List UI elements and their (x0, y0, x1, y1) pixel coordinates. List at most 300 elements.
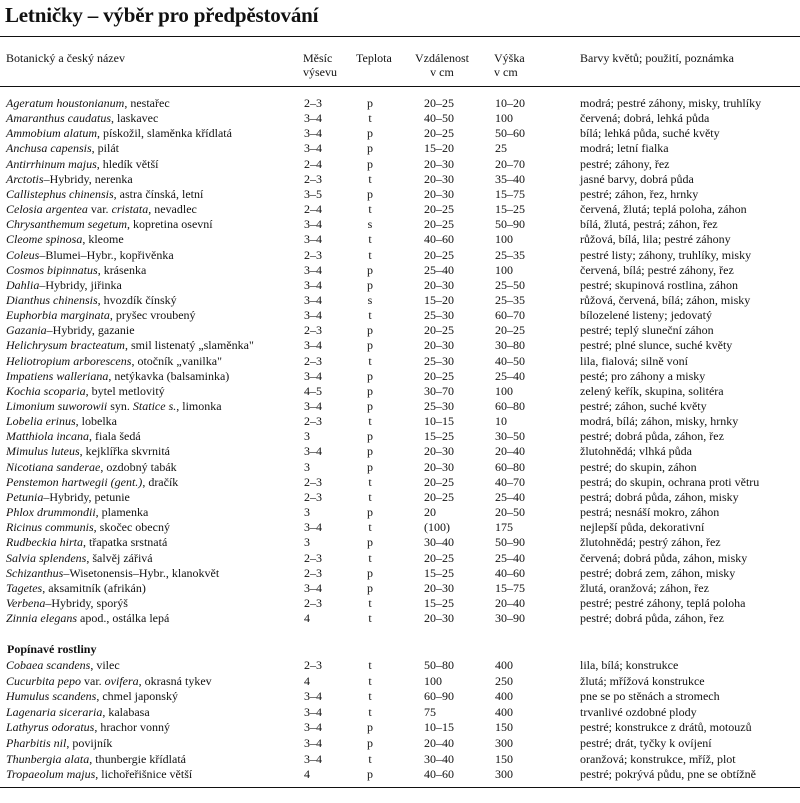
height: 300 (495, 736, 513, 750)
plant-name (6, 323, 135, 337)
notes: modrá; letní fialka (580, 141, 669, 156)
name-text: , skočec obecný (93, 520, 170, 535)
distance: 20–25 (424, 202, 454, 217)
height: 60–70 (495, 308, 525, 323)
distance: 15–25 (424, 595, 454, 610)
temperature: p (367, 338, 373, 353)
name-text: , plamenka (95, 505, 149, 520)
sowing-month: 2–4 (304, 156, 322, 171)
height: 25–35 (495, 292, 525, 307)
botanical-name: Lobelia erinus (6, 414, 76, 429)
distance: 15–25 (424, 565, 454, 580)
botanical-name: Pharbitis nil (6, 736, 67, 750)
botanical-name: Matthiola incana (6, 429, 89, 444)
notes: pestrá; nesnáší mokro, záhon (580, 505, 720, 520)
distance: 20–30 (424, 171, 454, 186)
height: 25–35 (495, 247, 525, 262)
height: 25–40 (495, 368, 525, 383)
height: 20–40 (495, 595, 525, 610)
temperature: p (367, 186, 373, 201)
temperature: t (368, 232, 372, 247)
name-text: , dračík (142, 474, 179, 489)
name-text: , pilát (91, 141, 119, 156)
sowing-month: 2–3 (304, 323, 322, 338)
height: 20–25 (495, 323, 525, 338)
botanical-name: Chrysanthemum segetum (6, 217, 127, 232)
plant-name (6, 187, 203, 201)
name-text: –Hybridy, sporýš (45, 595, 128, 610)
temperature: p (367, 736, 373, 750)
notes: oranžová; konstrukce, mříž, plot (580, 751, 736, 766)
notes: růžová, červená, bílá; záhon, misky (580, 292, 751, 307)
temperature: t (368, 247, 372, 262)
plant-name (6, 736, 112, 750)
temperature: t (368, 489, 372, 504)
notes: růžová, bílá, lila; pestré záhony (580, 232, 731, 247)
height: 15–75 (495, 580, 525, 595)
sowing-month: 3–5 (304, 186, 322, 201)
notes: pestré; konstrukce z drátů, motouzů (580, 720, 752, 735)
sowing-month: 3 (304, 459, 310, 474)
temperature: p (367, 565, 373, 580)
temperature: t (368, 353, 372, 368)
temperature: p (367, 505, 373, 520)
notes: jasné barvy, dobrá půda (580, 171, 694, 186)
plant-name (6, 293, 177, 307)
notes: pestré; záhon, suché květy (580, 399, 707, 413)
botanical-name: Rudbeckia hirta (6, 535, 83, 550)
header-temperature: Teplota (356, 51, 392, 65)
header-notes: Barvy květů; použití, poznámka (580, 51, 734, 65)
name-text: , ozdobný tabák (100, 459, 177, 474)
name-text: , nestařec (124, 96, 170, 110)
distance: 20–30 (424, 580, 454, 595)
notes: modrá; pestré záhony, misky, truhlíky (580, 96, 762, 110)
distance: 40–60 (424, 232, 454, 247)
sowing-month: 2–3 (304, 247, 322, 262)
distance: 20–30 (424, 156, 454, 171)
temperature: t (368, 658, 372, 672)
height: 60–80 (495, 399, 525, 413)
height: 400 (495, 704, 513, 719)
temperature: t (368, 673, 372, 688)
notes: nejlepší půda, dekorativní (580, 520, 705, 535)
distance: 20–30 (424, 611, 454, 626)
botanical-name: Celosia argentea (6, 202, 88, 217)
notes: trvanlivé ozdobné plody (580, 704, 697, 719)
height: 25–40 (495, 550, 525, 565)
plant-name (6, 141, 119, 155)
plant-name (6, 232, 124, 246)
temperature: t (368, 474, 372, 489)
name-text: –Hybridy, petunie (43, 489, 130, 504)
temperature: p (367, 383, 373, 398)
botanical-name: Antirrhinum majus (6, 156, 97, 171)
distance: 20–25 (424, 126, 454, 141)
height: 250 (495, 673, 513, 688)
botanical-name: Humulus scandens (6, 689, 97, 704)
sowing-month: 3–4 (304, 751, 322, 766)
sowing-month: 3–4 (304, 704, 322, 719)
temperature: t (368, 550, 372, 565)
sowing-month: 3 (304, 505, 310, 520)
plant-name (6, 384, 165, 398)
page-title: Letničky – výběr pro předpěstování (5, 3, 319, 27)
notes: pesté; pro záhony a misky (580, 368, 706, 383)
sowing-month: 2–3 (304, 96, 322, 110)
sowing-month: 2–3 (304, 353, 322, 368)
botanical-name: Lagenaria siceraria (6, 704, 103, 719)
name-text: –Hybridy, nerenka (43, 171, 133, 186)
height: 25–40 (495, 489, 525, 504)
temperature: p (367, 429, 373, 444)
plant-name (6, 354, 222, 368)
distance: 50–80 (424, 658, 454, 672)
plant-name (6, 581, 146, 595)
distance: 20–25 (424, 323, 454, 338)
plant-name (6, 505, 148, 519)
temperature: p (367, 126, 373, 141)
name-text: , třapatka srstnatá (82, 535, 168, 550)
name-text: , krásenka (97, 262, 147, 277)
name-text: syn. (107, 399, 133, 413)
plant-name (6, 369, 229, 383)
botanical-name: Tagetes (6, 580, 43, 595)
distance: 30–70 (424, 383, 454, 398)
sowing-month: 3–4 (304, 520, 322, 535)
height: 20–40 (495, 444, 525, 459)
name-text: –Hybridy, gazanie (46, 323, 135, 338)
height: 30–50 (495, 429, 525, 444)
notes: bílá, žlutá, pestrá; záhon, řez (580, 217, 718, 232)
plant-name (6, 551, 153, 565)
header-height: Výška v cm (494, 51, 525, 79)
notes: žlutohnědá; vlhká půda (580, 444, 692, 459)
temperature: s (367, 292, 373, 307)
botanical-name: Callistephus chinensis (6, 186, 114, 201)
plant-name (6, 157, 158, 171)
botanical-name: Heliotropium arborescens (6, 353, 132, 368)
height: 300 (495, 767, 513, 782)
distance: 20–40 (424, 736, 454, 750)
name-text: , pryšec vroubený (109, 308, 196, 323)
temperature: t (368, 308, 372, 323)
sowing-month: 2–3 (304, 414, 322, 429)
temperature: p (367, 156, 373, 171)
temperature: p (367, 720, 373, 735)
botanical-name: Anchusa capensis (6, 141, 92, 156)
sowing-month: 3–4 (304, 126, 322, 141)
plant-name (6, 596, 128, 610)
notes: červená, bílá; pestré záhony, řez (580, 262, 734, 277)
name-text: –Blumei–Hybr., kopřivěnka (39, 247, 174, 262)
plant-name (6, 172, 133, 186)
distance: (100) (424, 520, 450, 535)
notes: pestré; drát, tyčky k ovíjení (580, 736, 712, 750)
height: 20–50 (495, 505, 525, 520)
plant-name (6, 490, 130, 504)
notes: pestré; dobrá půda, záhon, řez (580, 611, 724, 626)
height: 50–90 (495, 535, 525, 550)
distance: 10–15 (424, 414, 454, 429)
plant-name (6, 460, 177, 474)
height: 100 (495, 262, 513, 277)
distance: 100 (424, 673, 442, 688)
temperature: t (368, 202, 372, 217)
botanical-name: Dahlia (6, 277, 40, 292)
plant-name (6, 566, 219, 580)
height: 175 (495, 520, 513, 535)
name-text: , fiala šedá (89, 429, 141, 444)
name-text: var. (87, 202, 112, 217)
notes: pestré; záhony, řez (580, 156, 670, 171)
sowing-month: 3–4 (304, 292, 322, 307)
name-text: , aksamitník (afrikán) (42, 580, 146, 595)
notes: pestré; záhon, řez, hrnky (580, 186, 699, 201)
distance: 15–20 (424, 292, 454, 307)
name-text: , kejklířka skvrnitá (79, 444, 170, 459)
name-text: , pískožil, slaměnka křídlatá (97, 126, 232, 141)
distance: 20–30 (424, 444, 454, 459)
name-text: , bytel metlovitý (85, 383, 165, 398)
notes: žlutá, oranžová; záhon, řez (580, 580, 709, 595)
temperature: p (367, 459, 373, 474)
name-text: , hledík větší (96, 156, 159, 171)
botanical-name: Euphorbia marginata (6, 308, 110, 323)
plant-name (6, 444, 170, 458)
section-title-climbers: Popínavé rostliny (7, 642, 97, 656)
sowing-month: 2–4 (304, 202, 322, 217)
notes: bílá; lehká půda, suché květy (580, 126, 720, 141)
height: 150 (495, 720, 513, 735)
name-text: , limonka (176, 399, 222, 413)
sowing-month: 3–4 (304, 111, 322, 126)
distance: 20–30 (424, 186, 454, 201)
plant-name (6, 96, 170, 110)
plant-name (6, 263, 146, 277)
notes: pestré; pokrývá půdu, pne se obtížně (580, 767, 756, 782)
name-text: , thunbergie křídlatá (89, 751, 186, 766)
name-text: , lichořeřišnice větší (95, 767, 193, 782)
temperature: t (368, 520, 372, 535)
height: 50–90 (495, 217, 525, 232)
name-text: , smil listenatý „slaměnka" (124, 338, 254, 353)
notes: lila, bílá; konstrukce (580, 658, 679, 672)
plant-name (6, 111, 158, 125)
notes: pestré; skupinová rostlina, záhon (580, 277, 738, 292)
botanical-name: Impatiens walleriana (6, 368, 109, 383)
name-text: , hvozdík čínský (97, 292, 177, 307)
temperature: p (367, 96, 373, 110)
botanical-name: Cobaea scandens (6, 658, 91, 672)
name-text: , lobelka (75, 414, 117, 429)
notes: pestré; dobrá zem, záhon, misky (580, 565, 736, 580)
plant-name (6, 308, 196, 322)
height: 25–50 (495, 277, 525, 292)
temperature: p (367, 262, 373, 277)
notes: pestrá; do skupin, ochrana proti větru (580, 474, 760, 489)
sowing-month: 3 (304, 429, 310, 444)
distance: 25–40 (424, 262, 454, 277)
botanical-name: Cleome spinosa (6, 232, 83, 247)
sowing-month: 3–4 (304, 720, 322, 735)
name-text: , nevadlec (148, 202, 197, 217)
plant-name (6, 705, 150, 719)
name-text: , chmel japonský (96, 689, 178, 704)
notes: pestré; plné slunce, suché květy (580, 338, 733, 353)
distance: 20–25 (424, 550, 454, 565)
botanical-name: Limonium suworowii (6, 399, 108, 413)
botanical-name: Salvia splendens (6, 550, 87, 565)
botanical-name: Helichrysum bracteatum (6, 338, 125, 353)
height: 30–80 (495, 338, 525, 353)
botanical-name: Statice s. (132, 399, 177, 413)
botanical-name: Schizanthus (6, 565, 64, 580)
temperature: t (368, 704, 372, 719)
sowing-month: 3–4 (304, 141, 322, 156)
temperature: t (368, 595, 372, 610)
distance: 20–25 (424, 489, 454, 504)
distance: 20–30 (424, 459, 454, 474)
plant-name (6, 658, 120, 672)
temperature: s (367, 217, 373, 232)
sowing-month: 3–4 (304, 368, 322, 383)
height: 15–75 (495, 186, 525, 201)
header-top-rule (0, 36, 800, 37)
notes: pestré; teplý sluneční záhon (580, 323, 714, 338)
name-text: , netýkavka (balsaminka) (108, 368, 230, 383)
distance: 20 (424, 505, 436, 520)
height: 20–70 (495, 156, 525, 171)
plant-name (6, 414, 117, 428)
sowing-month: 4 (304, 767, 310, 782)
sowing-month: 2–3 (304, 171, 322, 186)
notes: bílozelené listeny; jedovatý (580, 308, 712, 323)
name-text: , šalvěj zářivá (86, 550, 153, 565)
plant-name (6, 674, 212, 688)
temperature: p (367, 535, 373, 550)
header-name: Botanický a český název (6, 51, 125, 65)
plant-name (6, 248, 174, 262)
notes: pestré; pestré záhony, teplá poloha (580, 595, 746, 610)
notes: pestré; dobrá půda, záhon, řez (580, 429, 724, 444)
botanical-name: Petunia (6, 489, 44, 504)
distance: 40–60 (424, 767, 454, 782)
botanical-name: Amaranthus caudatus (6, 111, 111, 126)
plant-name (6, 202, 197, 216)
header-bottom-rule (0, 86, 800, 87)
name-text: , povijník (66, 736, 113, 750)
plant-name (6, 752, 186, 766)
distance: 25–30 (424, 308, 454, 323)
notes: pne se po stěnách a stromech (580, 689, 720, 704)
name-text: , astra čínská, letní (113, 186, 204, 201)
temperature: p (367, 767, 373, 782)
height: 25 (495, 141, 507, 156)
sowing-month: 3–4 (304, 736, 322, 750)
plant-name (6, 399, 222, 413)
temperature: t (368, 611, 372, 626)
sowing-month: 2–3 (304, 550, 322, 565)
notes: zelený keřík, skupina, solitéra (580, 383, 724, 398)
name-text: , vilec (90, 658, 120, 672)
plant-name (6, 720, 170, 734)
sowing-month: 3–4 (304, 277, 322, 292)
name-text: apod., ostálka lepá (77, 611, 170, 626)
notes: červená, žlutá; teplá poloha, záhon (580, 202, 747, 217)
name-text: , kleome (82, 232, 124, 247)
name-text: –Wisetonensis–Hybr., klanokvět (63, 565, 220, 580)
table-bottom-rule (0, 787, 800, 788)
botanical-name: cristata (111, 202, 149, 217)
botanical-name: Dianthus chinensis (6, 292, 98, 307)
distance: 15–20 (424, 141, 454, 156)
sowing-month: 3–4 (304, 444, 322, 459)
botanical-name: Ammobium alatum (6, 126, 97, 141)
sowing-month: 2–3 (304, 658, 322, 672)
notes: červená; dobrá, lehká půda (580, 111, 710, 126)
botanical-name: Mimulus luteus (6, 444, 80, 459)
plant-name (6, 767, 192, 781)
plant-name (6, 520, 170, 534)
sowing-month: 2–3 (304, 565, 322, 580)
temperature: t (368, 751, 372, 766)
sowing-month: 4 (304, 673, 310, 688)
temperature: t (368, 111, 372, 126)
notes: pestrá; dobrá půda, záhon, misky (580, 489, 739, 504)
plant-name (6, 475, 178, 489)
botanical-name: Lathyrus odoratus (6, 720, 95, 735)
temperature: p (367, 141, 373, 156)
name-text: –Hybridy, jiřinka (39, 277, 122, 292)
botanical-name: Arctotis (6, 171, 44, 186)
header-distance: Vzdálenost v cm (415, 51, 469, 79)
distance: 20–25 (424, 474, 454, 489)
name-text: , kopretina osevní (126, 217, 213, 232)
height: 50–60 (495, 126, 525, 141)
sowing-month: 3–4 (304, 338, 322, 353)
notes: lila, fialová; silně voní (580, 353, 688, 368)
notes: pestré; do skupin, záhon (580, 459, 697, 474)
height: 60–80 (495, 459, 525, 474)
sowing-month: 3–4 (304, 580, 322, 595)
plant-name (6, 611, 169, 625)
botanical-name: Tropaeolum majus (6, 767, 96, 782)
temperature: p (367, 580, 373, 595)
sowing-month: 4–5 (304, 383, 322, 398)
height: 35–40 (495, 171, 525, 186)
distance: 25–30 (424, 353, 454, 368)
sowing-month: 3–4 (304, 689, 322, 704)
botanical-name: Kochia scoparia (6, 383, 86, 398)
plant-name (6, 217, 213, 231)
temperature: p (367, 368, 373, 383)
sowing-month: 3–4 (304, 232, 322, 247)
height: 15–25 (495, 202, 525, 217)
distance: 25–30 (424, 399, 454, 413)
distance: 40–50 (424, 111, 454, 126)
botanical-name: Phlox drummondii (6, 505, 96, 520)
temperature: t (368, 171, 372, 186)
distance: 20–30 (424, 277, 454, 292)
temperature: p (367, 444, 373, 459)
distance: 75 (424, 704, 436, 719)
height: 10–20 (495, 96, 525, 110)
temperature: p (367, 277, 373, 292)
botanical-name: Gazania (6, 323, 47, 338)
height: 100 (495, 232, 513, 247)
notes: pestré listy; záhony, truhlíky, misky (580, 247, 752, 262)
